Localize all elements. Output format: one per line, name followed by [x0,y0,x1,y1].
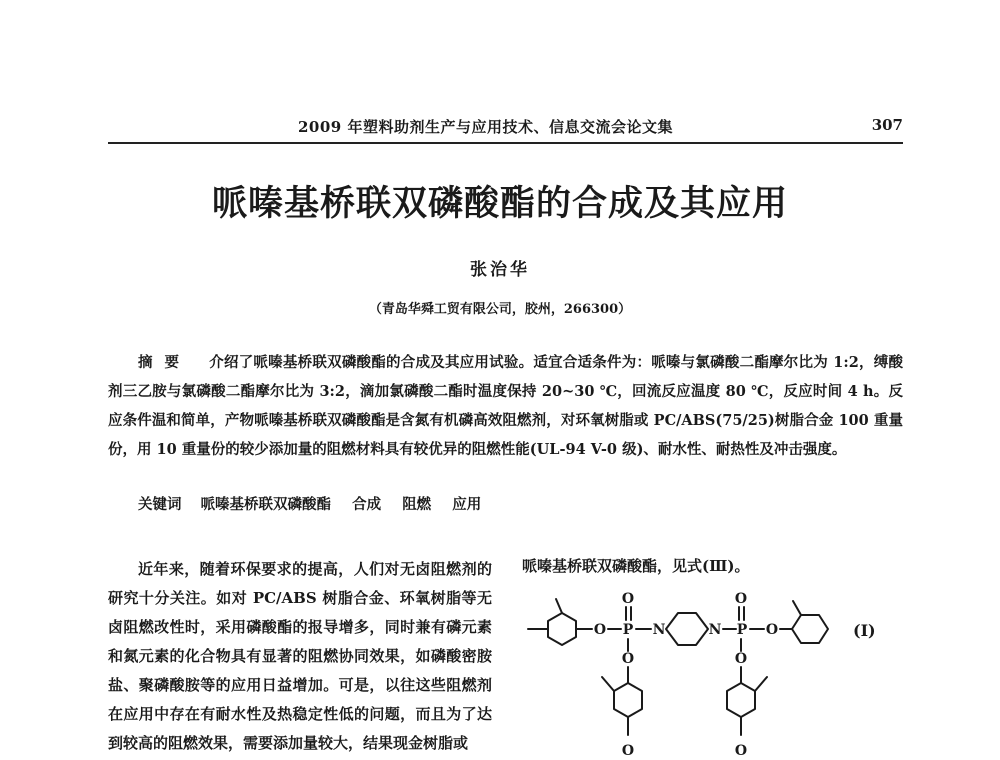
atom-oxygen: O [734,743,748,759]
page-number: 307 [871,116,903,134]
atom-oxygen: O [734,651,748,667]
body-left-column [108,555,492,758]
bond [755,677,767,691]
chemical-structure [518,583,918,760]
atom-nitrogen: N [708,622,722,638]
bond [602,677,614,691]
atom-nitrogen: N [652,622,666,638]
atom-phosphorus: P [736,622,748,638]
abstract-text: 介绍了哌嗪基桥联双磷酸酯的合成及其应用试验。适宜合适条件为：哌嗪与氯磷酸二酯摩尔比为 1:2，缚酸剂三乙胺与氯磷酸二酯摩尔比为 3:2，滴加氯磷酸二酯时温度保持 20~30 ℃，回流反应温度 80 ℃，反应时间 4 h。反应条件温和简单，产物哌嗪基桥联双磷酸酯是含氮有机磷高效阻燃剂，对环氧树脂或 PC/ABS(75/25)树脂合金 100 重量份，用 10 重量份的较少添加量的阻燃材料具有较优异的阻燃性能(UL-94 V-0 级)、耐水性、耐热性及冲击强度。 [108,354,903,458]
keyword-item: 应用 [452,496,482,513]
keyword-item: 阻燃 [402,496,432,513]
piperazine-ring [666,613,708,645]
lower-right-aryl-ring [727,683,755,717]
atom-phosphorus: P [622,622,634,638]
atom-oxygen: O [621,591,635,607]
author-name: 张治华 [470,260,530,280]
journal-title: 2009 年塑料助剂生产与应用技术、信息交流会论文集 [298,118,673,136]
left-aryl-ring [548,613,576,645]
paper-title: 哌嗪基桥联双磷酸酯的合成及其应用 [211,183,788,224]
structure-label: (Ⅰ) [853,621,876,640]
keyword-item: 哌嗪基桥联双磷酸酯 [200,496,332,513]
atom-oxygen: O [621,743,635,759]
keyword-item: 合成 [352,496,382,513]
bond [793,601,801,615]
bond [556,599,562,613]
atom-oxygen: O [621,651,635,667]
atom-oxygen: O [734,591,748,607]
keywords [138,493,898,514]
right-aryl-ring [792,615,828,643]
running-header [108,112,903,144]
atom-oxygen: O [765,622,779,638]
author-affiliation: （青岛华舜工贸有限公司，胶州，266300） [368,302,632,317]
body-paragraph: 近年来，随着环保要求的提高，人们对无卤阻燃剂的研究十分关注。如对 PC/ABS 树脂合金、环氧树脂等无卤阻燃改性时，采用磷酸酯的报导增多，同时兼有磷元素和氮元素的化合物具有显著的阻燃协同效果，如磷酸密胺盐、聚磷酸胺等的应用日益增加。可是，以往这些阻燃剂在应用中存在有耐水性及热稳定性低的问题，而且为了达到较高的阻燃效果，需要添加量较大，结果现金树脂或 [108,560,492,752]
abstract-label: 摘要 [138,354,191,371]
abstract [108,348,903,464]
lower-left-aryl-ring [614,683,642,717]
atom-oxygen: O [593,622,607,638]
body-right-intro: 哌嗪基桥联双磷酸酯，见式(Ⅲ)。 [522,557,750,575]
keywords-label: 关键词 [138,496,182,513]
